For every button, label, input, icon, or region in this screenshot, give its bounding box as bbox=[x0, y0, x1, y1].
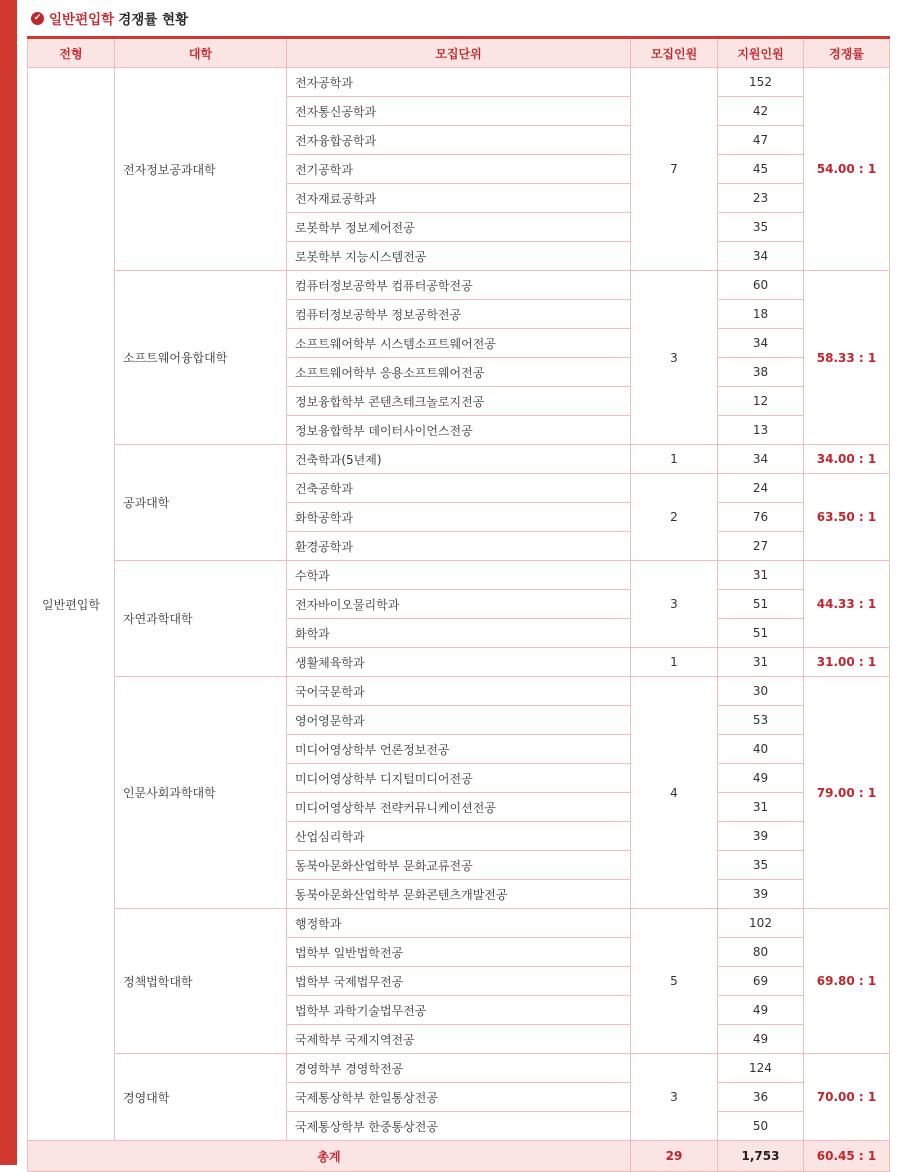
type-cell: 일반편입학 bbox=[28, 68, 115, 1141]
unit-cell: 전자공학과 bbox=[287, 68, 631, 97]
quota-cell: 5 bbox=[631, 909, 718, 1054]
applicants-cell: 49 bbox=[718, 996, 804, 1025]
unit-cell: 컴퓨터정보공학부 정보공학전공 bbox=[287, 300, 631, 329]
header-quota: 모집인원 bbox=[631, 38, 718, 68]
header-applicants: 지원인원 bbox=[718, 38, 804, 68]
table-row bbox=[28, 68, 890, 97]
applicants-cell: 23 bbox=[718, 184, 804, 213]
applicants-cell: 39 bbox=[718, 880, 804, 909]
applicants-cell: 45 bbox=[718, 155, 804, 184]
college-cell: 소프트웨어융합대학 bbox=[115, 271, 287, 445]
applicants-cell: 49 bbox=[718, 1025, 804, 1054]
total-quota: 29 bbox=[631, 1141, 718, 1172]
unit-cell: 화학과 bbox=[287, 619, 631, 648]
unit-cell: 환경공학과 bbox=[287, 532, 631, 561]
unit-cell: 국제통상학부 한중통상전공 bbox=[287, 1112, 631, 1141]
applicants-cell: 39 bbox=[718, 822, 804, 851]
unit-cell: 전자바이오물리학과 bbox=[287, 590, 631, 619]
total-rate: 60.45 : 1 bbox=[804, 1141, 890, 1172]
unit-cell: 법학부 과학기술법무전공 bbox=[287, 996, 631, 1025]
unit-cell: 생활체육학과 bbox=[287, 648, 631, 677]
applicants-cell: 13 bbox=[718, 416, 804, 445]
unit-cell: 전자재료공학과 bbox=[287, 184, 631, 213]
quota-cell: 2 bbox=[631, 474, 718, 561]
college-cell: 정책법학대학 bbox=[115, 909, 287, 1054]
college-cell: 전자정보공과대학 bbox=[115, 68, 287, 271]
total-row bbox=[28, 1141, 890, 1172]
rate-cell: 31.00 : 1 bbox=[804, 648, 890, 677]
applicants-cell: 30 bbox=[718, 677, 804, 706]
rate-cell: 63.50 : 1 bbox=[804, 474, 890, 561]
rate-cell: 70.00 : 1 bbox=[804, 1054, 890, 1141]
header-college: 대학 bbox=[115, 38, 287, 68]
unit-cell: 행정학과 bbox=[287, 909, 631, 938]
applicants-cell: 80 bbox=[718, 938, 804, 967]
table-row bbox=[28, 677, 890, 706]
quota-cell: 4 bbox=[631, 677, 718, 909]
content bbox=[27, 0, 889, 1172]
rate-cell: 44.33 : 1 bbox=[804, 561, 890, 648]
unit-cell: 로봇학부 지능시스템전공 bbox=[287, 242, 631, 271]
unit-cell: 소프트웨어학부 시스템소프트웨어전공 bbox=[287, 329, 631, 358]
applicants-cell: 35 bbox=[718, 213, 804, 242]
applicants-cell: 51 bbox=[718, 619, 804, 648]
unit-cell: 미디어영상학부 언론정보전공 bbox=[287, 735, 631, 764]
applicants-cell: 38 bbox=[718, 358, 804, 387]
left-accent-bar bbox=[0, 0, 17, 1165]
applicants-cell: 12 bbox=[718, 387, 804, 416]
applicants-cell: 31 bbox=[718, 648, 804, 677]
applicants-cell: 42 bbox=[718, 97, 804, 126]
college-cell: 공과대학 bbox=[115, 445, 287, 561]
table-body bbox=[28, 68, 890, 1141]
unit-cell: 산업심리학과 bbox=[287, 822, 631, 851]
unit-cell: 동북아문화산업학부 문화콘텐츠개발전공 bbox=[287, 880, 631, 909]
applicants-cell: 35 bbox=[718, 851, 804, 880]
unit-cell: 법학부 일반법학전공 bbox=[287, 938, 631, 967]
applicants-cell: 51 bbox=[718, 590, 804, 619]
applicants-cell: 76 bbox=[718, 503, 804, 532]
unit-cell: 전기공학과 bbox=[287, 155, 631, 184]
rate-cell: 69.80 : 1 bbox=[804, 909, 890, 1054]
applicants-cell: 47 bbox=[718, 126, 804, 155]
unit-cell: 정보융합학부 콘텐츠테크놀로지전공 bbox=[287, 387, 631, 416]
unit-cell: 국어국문학과 bbox=[287, 677, 631, 706]
applicants-cell: 60 bbox=[718, 271, 804, 300]
college-cell: 경영대학 bbox=[115, 1054, 287, 1141]
header-rate: 경쟁률 bbox=[804, 38, 890, 68]
table-row bbox=[28, 271, 890, 300]
competition-table bbox=[27, 36, 890, 1172]
applicants-cell: 69 bbox=[718, 967, 804, 996]
applicants-cell: 31 bbox=[718, 561, 804, 590]
applicants-cell: 40 bbox=[718, 735, 804, 764]
unit-cell: 수학과 bbox=[287, 561, 631, 590]
header-type: 전형 bbox=[28, 38, 115, 68]
unit-cell: 미디어영상학부 디지털미디어전공 bbox=[287, 764, 631, 793]
unit-cell: 로봇학부 정보제어전공 bbox=[287, 213, 631, 242]
applicants-cell: 49 bbox=[718, 764, 804, 793]
unit-cell: 영어영문학과 bbox=[287, 706, 631, 735]
applicants-cell: 18 bbox=[718, 300, 804, 329]
quota-cell: 1 bbox=[631, 648, 718, 677]
unit-cell: 화학공학과 bbox=[287, 503, 631, 532]
table-row bbox=[28, 1054, 890, 1083]
applicants-cell: 31 bbox=[718, 793, 804, 822]
applicants-cell: 36 bbox=[718, 1083, 804, 1112]
total-applicants: 1,753 bbox=[718, 1141, 804, 1172]
applicants-cell: 34 bbox=[718, 242, 804, 271]
heading-highlight: 일반편입학 bbox=[49, 12, 115, 28]
unit-cell: 소프트웨어학부 응용소프트웨어전공 bbox=[287, 358, 631, 387]
unit-cell: 미디어영상학부 전략커뮤니케이션전공 bbox=[287, 793, 631, 822]
table-row bbox=[28, 445, 890, 474]
applicants-cell: 53 bbox=[718, 706, 804, 735]
unit-cell: 동북아문화산업학부 문화교류전공 bbox=[287, 851, 631, 880]
unit-cell: 컴퓨터정보공학부 컴퓨터공학전공 bbox=[287, 271, 631, 300]
unit-cell: 전자융합공학과 bbox=[287, 126, 631, 155]
rate-cell: 58.33 : 1 bbox=[804, 271, 890, 445]
unit-cell: 건축학과(5년제) bbox=[287, 445, 631, 474]
applicants-cell: 102 bbox=[718, 909, 804, 938]
rate-cell: 34.00 : 1 bbox=[804, 445, 890, 474]
college-cell: 자연과학대학 bbox=[115, 561, 287, 677]
unit-cell: 법학부 국제법무전공 bbox=[287, 967, 631, 996]
rate-cell: 79.00 : 1 bbox=[804, 677, 890, 909]
unit-cell: 건축공학과 bbox=[287, 474, 631, 503]
table-row bbox=[28, 909, 890, 938]
table-header-row bbox=[28, 38, 890, 68]
applicants-cell: 124 bbox=[718, 1054, 804, 1083]
quota-cell: 7 bbox=[631, 68, 718, 271]
unit-cell: 경영학부 경영학전공 bbox=[287, 1054, 631, 1083]
applicants-cell: 27 bbox=[718, 532, 804, 561]
applicants-cell: 34 bbox=[718, 445, 804, 474]
unit-cell: 국제통상학부 한일통상전공 bbox=[287, 1083, 631, 1112]
check-circle-icon: ✔ bbox=[31, 12, 44, 25]
section-heading bbox=[27, 0, 889, 36]
unit-cell: 전자통신공학과 bbox=[287, 97, 631, 126]
unit-cell: 정보융합학부 데이터사이언스전공 bbox=[287, 416, 631, 445]
applicants-cell: 24 bbox=[718, 474, 804, 503]
unit-cell: 국제학부 국제지역전공 bbox=[287, 1025, 631, 1054]
applicants-cell: 152 bbox=[718, 68, 804, 97]
applicants-cell: 50 bbox=[718, 1112, 804, 1141]
college-cell: 인문사회과학대학 bbox=[115, 677, 287, 909]
quota-cell: 1 bbox=[631, 445, 718, 474]
table-row bbox=[28, 561, 890, 590]
total-label: 총계 bbox=[28, 1141, 631, 1172]
applicants-cell: 34 bbox=[718, 329, 804, 358]
rate-cell: 54.00 : 1 bbox=[804, 68, 890, 271]
header-unit: 모집단위 bbox=[287, 38, 631, 68]
quota-cell: 3 bbox=[631, 1054, 718, 1141]
heading-rest: 경쟁률 현황 bbox=[118, 12, 189, 28]
quota-cell: 3 bbox=[631, 561, 718, 648]
quota-cell: 3 bbox=[631, 271, 718, 445]
